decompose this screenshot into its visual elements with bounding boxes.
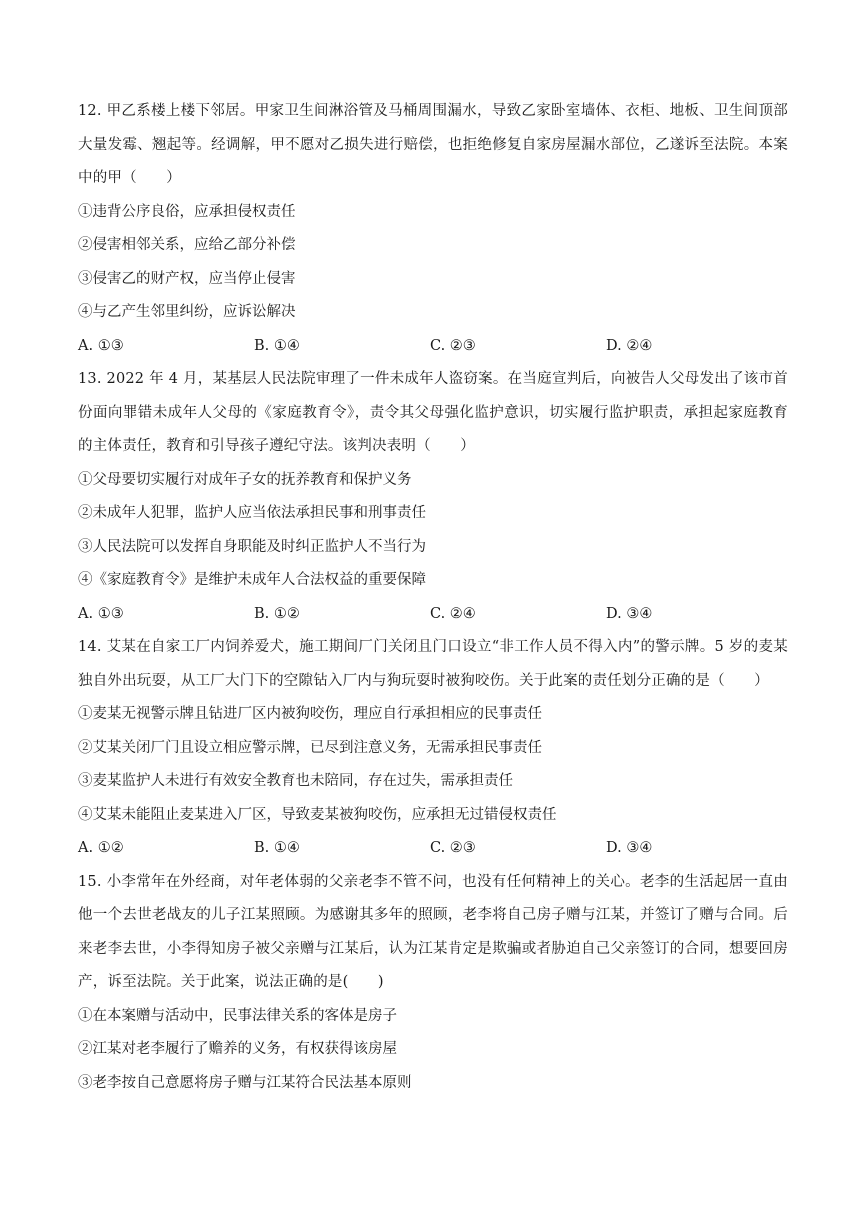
choice-c: C. ②④ (430, 605, 476, 622)
choice-b: B. ①② (254, 605, 300, 622)
choice-a: A. ①③ (78, 605, 124, 622)
question-option: ③老李按自己意愿将房子赠与江某符合民法基本原则 (78, 1074, 412, 1091)
choice-d: D. ③④ (606, 840, 653, 856)
choice-d: D. ②④ (606, 337, 653, 354)
question-option: ②江某对老李履行了赡养的义务，有权获得该房屋 (78, 1041, 397, 1057)
choice-b: B. ①④ (254, 337, 300, 354)
question-option: ①麦某无视警示牌且钻进厂区内被狗咬伤，理应自行承担相应的民事责任 (78, 706, 542, 722)
question-option: ②艾某关闭厂门且设立相应警示牌，已尽到注意义务，无需承担民事责任 (78, 739, 542, 756)
question-option: ③麦某监护人未进行有效安全教育也未陪同，存在过失，需承担责任 (78, 773, 513, 789)
question-15 (78, 866, 788, 1101)
choice-c: C. ②③ (430, 337, 476, 354)
question-option: ①父母要切实履行对成年子女的抚养教育和保护义务 (78, 471, 412, 488)
question-option: ③侵害乙的财产权，应当停止侵害 (78, 270, 296, 287)
question-option: ④艾某未能阻止麦某进入厂区，导致麦某被狗咬伤，应承担无过错侵权责任 (78, 806, 557, 823)
question-option: ①在本案赠与活动中，民事法律关系的客体是房子 (78, 1007, 397, 1024)
choice-a: A. ①② (78, 840, 124, 856)
question-stem: 14. 艾某在自家工厂内饲养爱犬，施工期间厂门关闭且门口设立“非工作人员不得入内”的警示牌。5 岁的麦某独自外出玩耍，从工厂大门下的空隙钻入厂内与狗玩耍时被狗咬伤。关于此案的责任划分正确的是（ ） (78, 639, 788, 689)
answer-choices (78, 330, 788, 364)
question-stem: 15. 小李常年在外经商，对年老体弱的父亲老李不管不问，也没有任何精神上的关心。老李的生活起居一直由他一个去世老战友的儿子江某照顾。为感谢其多年的照顾，老李将自己房子赠与江某，并签订了赠与合同。后来老李去世，小李得知房子被父亲赠与江某后，认为江某肯定是欺骗或者胁迫自己父亲签订的合同，想要回房产，诉至法院。关于此案，说法正确的是( ) (78, 873, 788, 990)
question-option: ③人民法院可以发挥自身职能及时纠正监护人不当行为 (78, 538, 426, 555)
question-14 (78, 631, 788, 866)
choice-c: C. ②③ (430, 840, 476, 856)
question-stem: 13. 2022 年 4 月，某基层人民法院审理了一件未成年人盗窃案。在当庭宣判后，向被告人父母发出了该市首份面向罪错未成年人父母的《家庭教育令》，责令其父母强化监护意识，切实履行监护职责，承担起家庭教育的主体责任，教育和引导孩子遵纪守法。该判决表明（ ） (78, 371, 788, 454)
question-option: ②侵害相邻关系，应给乙部分补偿 (78, 237, 296, 253)
question-option: ①违背公序良俗，应承担侵权责任 (78, 203, 296, 220)
choice-a: A. ①③ (78, 337, 124, 354)
question-option: ④《家庭教育令》是维护未成年人合法权益的重要保障 (78, 572, 426, 588)
question-stem: 12. 甲乙系楼上楼下邻居。甲家卫生间淋浴管及马桶周围漏水，导致乙家卧室墙体、衣柜、地板、卫生间顶部大量发霉、翘起等。经调解，甲不愿对乙损失进行赔偿，也拒绝修复自家房屋漏水部位，乙遂诉至法院。本案中的甲（ ） (78, 103, 788, 186)
question-12 (78, 95, 788, 363)
choice-d: D. ③④ (606, 605, 653, 622)
answer-choices (78, 832, 788, 866)
answer-choices (78, 598, 788, 632)
question-option: ②未成年人犯罪，监护人应当依法承担民事和刑事责任 (78, 505, 426, 521)
question-13 (78, 363, 788, 631)
question-option: ④与乙产生邻里纠纷，应诉讼解决 (78, 304, 296, 320)
document-page (78, 95, 788, 1100)
choice-b: B. ①④ (254, 840, 300, 856)
